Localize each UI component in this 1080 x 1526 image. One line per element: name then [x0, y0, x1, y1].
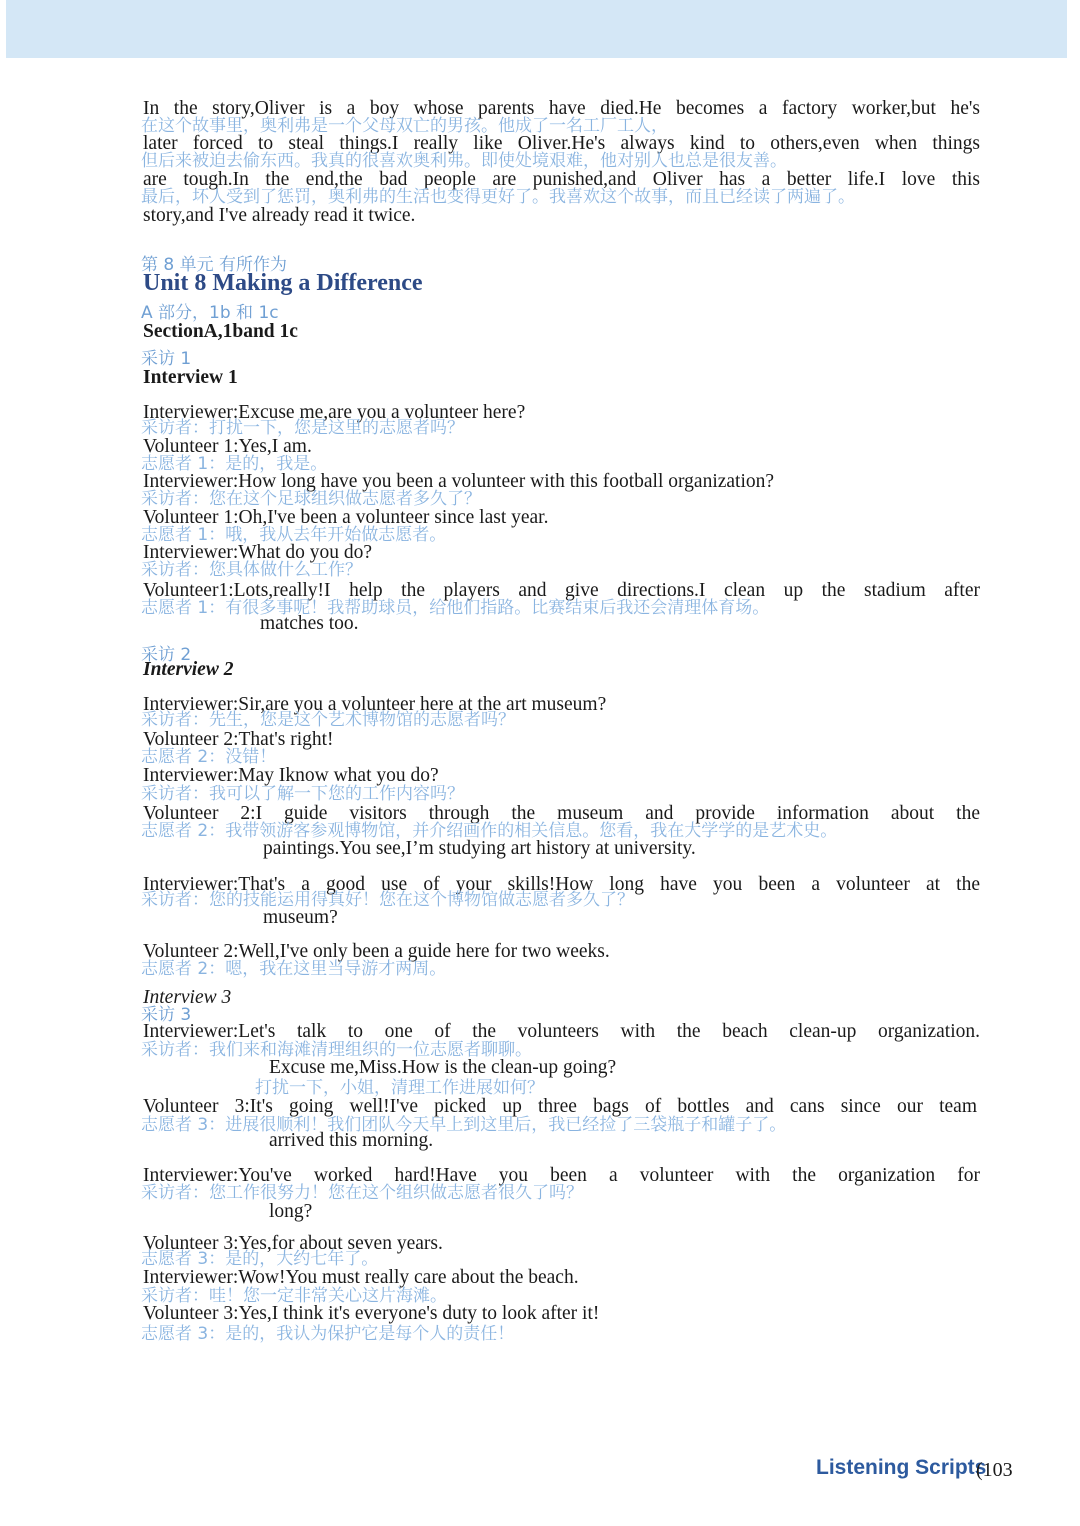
- intro-line-2: later forced to steal things.I really like Oliver.He's always kind to others,even when things: [143, 133, 980, 154]
- interview1-label: Interview 1: [143, 367, 238, 388]
- top-color-band: [6, 0, 1067, 58]
- interview2-line-5b: museum?: [263, 907, 338, 928]
- interview2-line-4b: paintings.You see,I’m studying art history at university.: [263, 838, 696, 859]
- interview2-cn-2: 志愿者 2：没错！: [141, 747, 277, 767]
- interview3-cn-2: 打扰一下，小姐，清理工作进展如何？: [255, 1078, 544, 1098]
- interview3-line-1: Interviewer:Let's talk to one of the volunteers with the beach clean-up organization.: [143, 1021, 980, 1042]
- interview2-line-3: Interviewer:May Iknow what you do?: [143, 765, 439, 786]
- unit-title: Unit 8 Making a Difference: [143, 270, 423, 296]
- interview2-cn-4: 志愿者 2：我带领游客参观博物馆，并介绍画作的相关信息。您看，我在大学学的是艺术史。: [141, 821, 838, 841]
- intro-line-3: are tough.In the end,the bad people are punished,and Oliver has a better life.I love this: [143, 169, 980, 190]
- section-heading: SectionA,1band 1c: [143, 321, 298, 342]
- interview1-line-6: Volunteer1:Lots,really!I help the players and give directions.I clean up the stadium after: [143, 580, 980, 601]
- interview1-line-3: Interviewer:How long have you been a volunteer with this football organization?: [143, 471, 775, 492]
- interview1-cn-6: 志愿者 1：有很多事呢！我帮助球员，给他们指路。比赛结束后我还会清理体育场。: [141, 598, 770, 618]
- intro-line-1: In the story,Oliver is a boy whose parents have died.He becomes a factory worker,but he's: [143, 98, 980, 119]
- interview1-cn-3: 采访者：您在这个足球组织做志愿者多久了？: [141, 489, 481, 509]
- intro-cn-1: 在这个故事里，奥利弗是一个父母双亡的男孩。他成了一名工厂工人，: [141, 116, 668, 136]
- interview1-line-6b: matches too.: [260, 613, 359, 634]
- interview2-line-5: Interviewer:That's a good use of your skills!How long have you been a volunteer at the: [143, 874, 980, 895]
- interview1-line-2: Volunteer 1:Yes,I am.: [143, 436, 312, 457]
- interview3-line-4b: long?: [269, 1201, 313, 1222]
- interview1-cn-2: 志愿者 1：是的，我是。: [141, 454, 328, 474]
- interview3-line-7: Volunteer 3:Yes,I think it's everyone's duty to look after it!: [143, 1303, 600, 1324]
- interview3-cn-6: 采访者：哇！您一定非常关心这片海滩。: [141, 1286, 447, 1306]
- interview3-cn-3: 志愿者 3：进展很顺利！我们团队今天早上到这里后，我已经捡了三袋瓶子和罐子了。: [141, 1115, 787, 1135]
- interview1-line-4: Volunteer 1:Oh,I've been a volunteer since last year.: [143, 507, 549, 528]
- interview1-label-cn: 采访 1: [141, 349, 192, 369]
- interview2-label-cn: 采访 2: [141, 645, 192, 665]
- footer-section-label: Listening Scripts: [816, 1456, 987, 1479]
- interview3-line-3b: arrived this morning.: [269, 1130, 434, 1151]
- interview1-line-1: Interviewer:Excuse me,are you a volunteer here?: [143, 402, 526, 423]
- interview3-cn-1: 采访者：我们来和海滩清理组织的一位志愿者聊聊。: [141, 1040, 532, 1060]
- unit-title-cn: 第 8 单元 有所作为: [141, 255, 288, 275]
- intro-cn-2: 但后来被迫去偷东西。我真的很喜欢奥利弗。即使处境艰难，他对别人也总是很友善。: [141, 151, 787, 171]
- interview2-label: Interview 2: [143, 659, 234, 680]
- interview2-cn-6: 志愿者 2：嗯，我在这里当导游才两周。: [141, 959, 447, 979]
- interview3-label-cn: 采访 3: [141, 1005, 192, 1025]
- interview1-cn-5: 采访者：您具体做什么工作？: [141, 560, 362, 580]
- interview3-cn-7: 志愿者 3：是的，我认为保护它是每个人的责任！: [141, 1324, 515, 1344]
- interview2-cn-5: 采访者：您的技能运用得真好！您在这个博物馆做志愿者多久了？: [141, 890, 634, 910]
- intro-line-4: story,and I've already read it twice.: [143, 205, 416, 226]
- interview3-line-2: Excuse me,Miss.How is the clean-up going?: [269, 1057, 617, 1078]
- interview3-label: Interview 3: [143, 987, 232, 1008]
- interview3-line-3: Volunteer 3:It's going well!I've picked up three bags of bottles and cans since our team: [143, 1096, 977, 1117]
- interview2-line-6: Volunteer 2:Well,I've only been a guide here for two weeks.: [143, 941, 610, 962]
- interview2-line-2: Volunteer 2:That's right!: [143, 729, 334, 750]
- interview2-line-1: Interviewer:Sir,are you a volunteer here at the art museum?: [143, 694, 607, 715]
- interview2-cn-1: 采访者：先生，您是这个艺术博物馆的志愿者吗？: [141, 710, 515, 730]
- interview1-cn-4: 志愿者 1：哦，我从去年开始做志愿者。: [141, 525, 447, 545]
- interview3-line-6: Interviewer:Wow!You must really care about the beach.: [143, 1267, 579, 1288]
- interview2-cn-3: 采访者：我可以了解一下您的工作内容吗？: [141, 784, 464, 804]
- interview1-cn-1: 采访者：打扰一下，您是这里的志愿者吗？: [141, 418, 464, 438]
- interview3-cn-5: 志愿者 3：是的，大约七年了。: [141, 1249, 379, 1269]
- interview3-cn-4: 采访者：您工作很努力！您在这个组织做志愿者很久了吗？: [141, 1183, 583, 1203]
- interview2-line-4: Volunteer 2:I guide visitors through the museum and provide information about the: [143, 803, 980, 824]
- interview3-line-4: Interviewer:You've worked hard!Have you been a volunteer with the organization for: [143, 1165, 980, 1186]
- page-number: (103: [976, 1459, 1013, 1481]
- section-heading-cn: A 部分，1b 和 1c: [141, 303, 279, 323]
- intro-cn-3: 最后，坏人受到了惩罚，奥利弗的生活也变得更好了。我喜欢这个故事，而且已经读了两遍了。: [141, 187, 855, 207]
- interview3-line-5: Volunteer 3:Yes,for about seven years.: [143, 1233, 443, 1254]
- interview1-line-5: Interviewer:What do you do?: [143, 542, 373, 563]
